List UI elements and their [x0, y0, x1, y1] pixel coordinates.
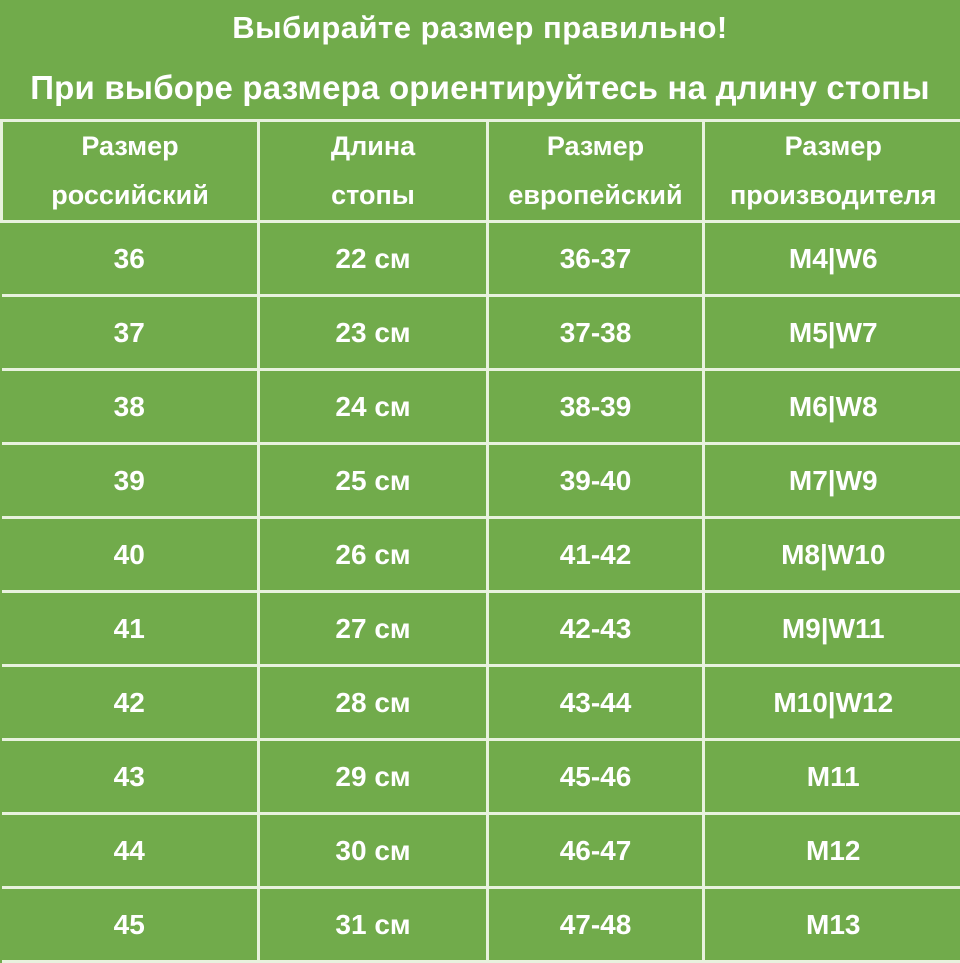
table-cell: 39 — [2, 444, 259, 518]
table-cell: 42 — [2, 666, 259, 740]
table-cell: 24 см — [259, 370, 488, 444]
table-cell: 38-39 — [488, 370, 704, 444]
table-cell: 37-38 — [488, 296, 704, 370]
table-cell: 41-42 — [488, 518, 704, 592]
table-cell: M11 — [704, 740, 960, 814]
table-cell: 36 — [2, 222, 259, 296]
table-cell: 27 см — [259, 592, 488, 666]
table-row — [2, 592, 960, 666]
table-row — [2, 222, 960, 296]
column-header-european-size — [488, 121, 704, 222]
table-cell: M10|W12 — [704, 666, 960, 740]
table-cell: 39-40 — [488, 444, 704, 518]
column-header-label: российский — [3, 171, 257, 220]
column-header-label: стопы — [260, 171, 486, 220]
table-row — [2, 740, 960, 814]
table-cell: 45 — [2, 888, 259, 962]
table-cell: 25 см — [259, 444, 488, 518]
table-cell: M7|W9 — [704, 444, 960, 518]
table-cell: 42-43 — [488, 592, 704, 666]
table-row — [2, 444, 960, 518]
table-body — [2, 222, 960, 962]
column-header-label: Размер — [705, 122, 960, 171]
table-cell: 41 — [2, 592, 259, 666]
table-cell: 31 см — [259, 888, 488, 962]
column-header-label: Длина — [260, 122, 486, 171]
table-row — [2, 296, 960, 370]
column-header-manufacturer-size — [704, 121, 960, 222]
table-cell: 30 см — [259, 814, 488, 888]
table-cell: M5|W7 — [704, 296, 960, 370]
table-header — [2, 121, 960, 222]
table-cell: 43 — [2, 740, 259, 814]
table-cell: M13 — [704, 888, 960, 962]
table-cell: 28 см — [259, 666, 488, 740]
page-title: Выбирайте размер правильно! — [0, 0, 960, 47]
table-cell: 38 — [2, 370, 259, 444]
table-cell: 26 см — [259, 518, 488, 592]
table-row — [2, 666, 960, 740]
column-header-label: Размер — [489, 122, 702, 171]
table-cell: 43-44 — [488, 666, 704, 740]
table-cell: 36-37 — [488, 222, 704, 296]
table-cell: 40 — [2, 518, 259, 592]
column-header-russian-size — [2, 121, 259, 222]
column-header-label: производителя — [705, 171, 960, 220]
table-row — [2, 518, 960, 592]
table-cell: 46-47 — [488, 814, 704, 888]
table-cell: 22 см — [259, 222, 488, 296]
table-header-row — [2, 121, 960, 222]
table-cell: 29 см — [259, 740, 488, 814]
table-cell: 44 — [2, 814, 259, 888]
table-row — [2, 888, 960, 962]
table-cell: 47-48 — [488, 888, 704, 962]
size-conversion-table — [0, 119, 960, 963]
table-cell: M12 — [704, 814, 960, 888]
column-header-foot-length — [259, 121, 488, 222]
page-subtitle: При выборе размера ориентируйтесь на длину стопы — [0, 68, 960, 108]
table-cell: 23 см — [259, 296, 488, 370]
table-row — [2, 814, 960, 888]
table-cell: M4|W6 — [704, 222, 960, 296]
table-cell: M9|W11 — [704, 592, 960, 666]
column-header-label: Размер — [3, 122, 257, 171]
table-cell: M6|W8 — [704, 370, 960, 444]
column-header-label: европейский — [489, 171, 702, 220]
table-cell: 45-46 — [488, 740, 704, 814]
table-cell: M8|W10 — [704, 518, 960, 592]
table-cell: 37 — [2, 296, 259, 370]
table-row — [2, 370, 960, 444]
